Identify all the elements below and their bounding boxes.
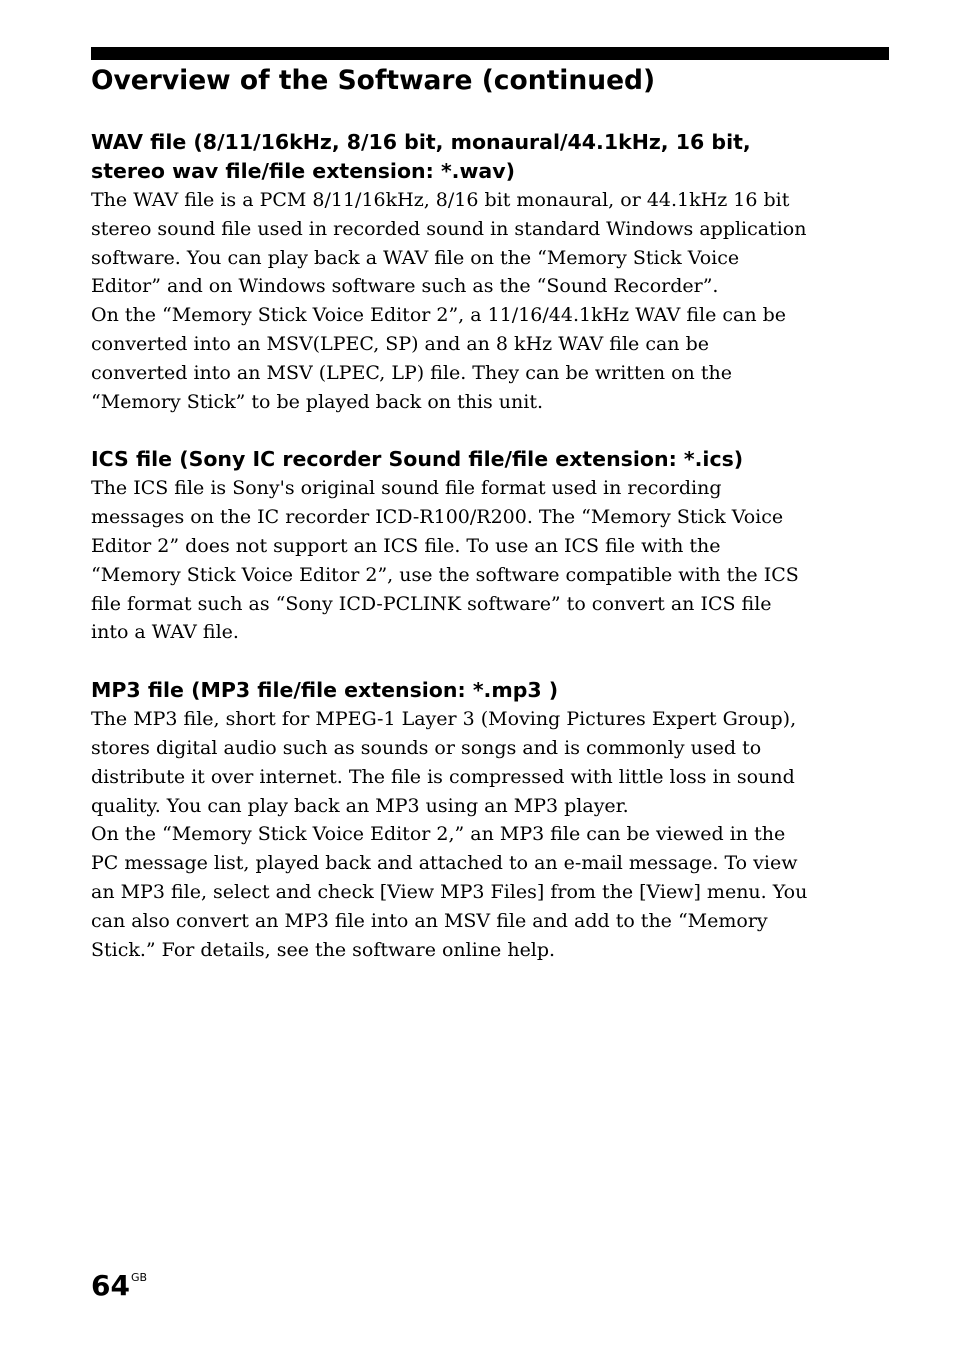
paragraph-line: The ICS file is Sony's original sound file format used in recording: [91, 477, 722, 500]
paragraph-line: stores digital audio such as sounds or songs and is commonly used to: [91, 736, 762, 759]
page-number: [91, 1260, 147, 1304]
paragraph-line: The WAV file is a PCM 8/11/16kHz, 8/16 bit monaural, or 44.1kHz 16 bit: [91, 189, 790, 211]
paragraph-line: software. You can play back a WAV file on the “Memory Stick Voice: [91, 246, 740, 269]
paragraph-line: an MP3 file, select and check [View MP3 Files] from the [View] menu. You: [91, 880, 808, 903]
section-heading: [91, 445, 891, 474]
paragraph-line: distribute it over internet. The file is compressed with little loss in sound: [91, 765, 795, 788]
paragraph-line: file format such as “Sony ICD-PCLINK software” to convert an ICS file: [91, 592, 772, 615]
page-number-value: 64: [91, 1269, 130, 1302]
paragraph-line: stereo sound file used in recorded sound in standard Windows application: [91, 217, 807, 240]
paragraph-line: converted into an MSV(LPEC, SP) and an 8 kHz WAV file can be: [91, 332, 709, 355]
section-heading: [91, 676, 891, 705]
body-paragraph: [91, 705, 891, 820]
section-heading-line: stereo wav file/file extension: *.wav): [91, 159, 515, 183]
body-paragraph: [91, 820, 891, 964]
page-title: Overview of the Software (continued): [91, 65, 656, 96]
paragraph-line: PC message list, played back and attached to an e-mail message. To view: [91, 852, 798, 875]
paragraph-line: into a WAV file.: [91, 621, 239, 644]
body-paragraph: [91, 474, 891, 647]
paragraph-line: can also convert an MP3 file into an MSV file and add to the “Memory: [91, 909, 768, 932]
document-section: [91, 445, 891, 647]
paragraph-line: Stick.” For details, see the software online help.: [91, 938, 556, 961]
section-heading-line: MP3 file (MP3 file/file extension: *.mp3 ): [91, 678, 559, 703]
paragraph-line: “Memory Stick Voice Editor 2”, use the software compatible with the ICS: [91, 563, 799, 586]
paragraph-line: messages on the IC recorder ICD-R100/R200. The “Memory Stick Voice: [91, 506, 784, 529]
section-heading-line: ICS file (Sony IC recorder Sound file/file extension: *.ics): [91, 447, 744, 472]
document-section: [91, 676, 891, 964]
paragraph-line: The MP3 file, short for MPEG-1 Layer 3 (Moving Pictures Expert Group),: [91, 708, 797, 731]
paragraph-line: Editor 2” does not support an ICS file. To use an ICS file with the: [91, 534, 721, 557]
header-rule: [91, 47, 889, 60]
paragraph-line: quality. You can play back an MP3 using an MP3 player.: [91, 794, 629, 817]
page-number-suffix: GB: [130, 1271, 148, 1284]
paragraph-line: converted into an MSV (LPEC, LP) file. They can be written on the: [91, 361, 732, 384]
document-section: [91, 128, 891, 416]
body-paragraph: [91, 301, 891, 416]
section-heading: [91, 128, 891, 186]
body-paragraph: [91, 186, 891, 301]
paragraph-line: Editor” and on Windows software such as the “Sound Recorder”.: [91, 275, 719, 298]
page-content: [91, 128, 891, 964]
paragraph-line: On the “Memory Stick Voice Editor 2”, a 11/16/44.1kHz WAV file can be: [91, 304, 787, 327]
paragraph-line: “Memory Stick” to be played back on this unit.: [91, 390, 544, 413]
section-heading-line: WAV file (8/11/16kHz, 8/16 bit, monaural/44.1kHz, 16 bit,: [91, 130, 751, 154]
paragraph-line: On the “Memory Stick Voice Editor 2,” an MP3 file can be viewed in the: [91, 823, 786, 846]
